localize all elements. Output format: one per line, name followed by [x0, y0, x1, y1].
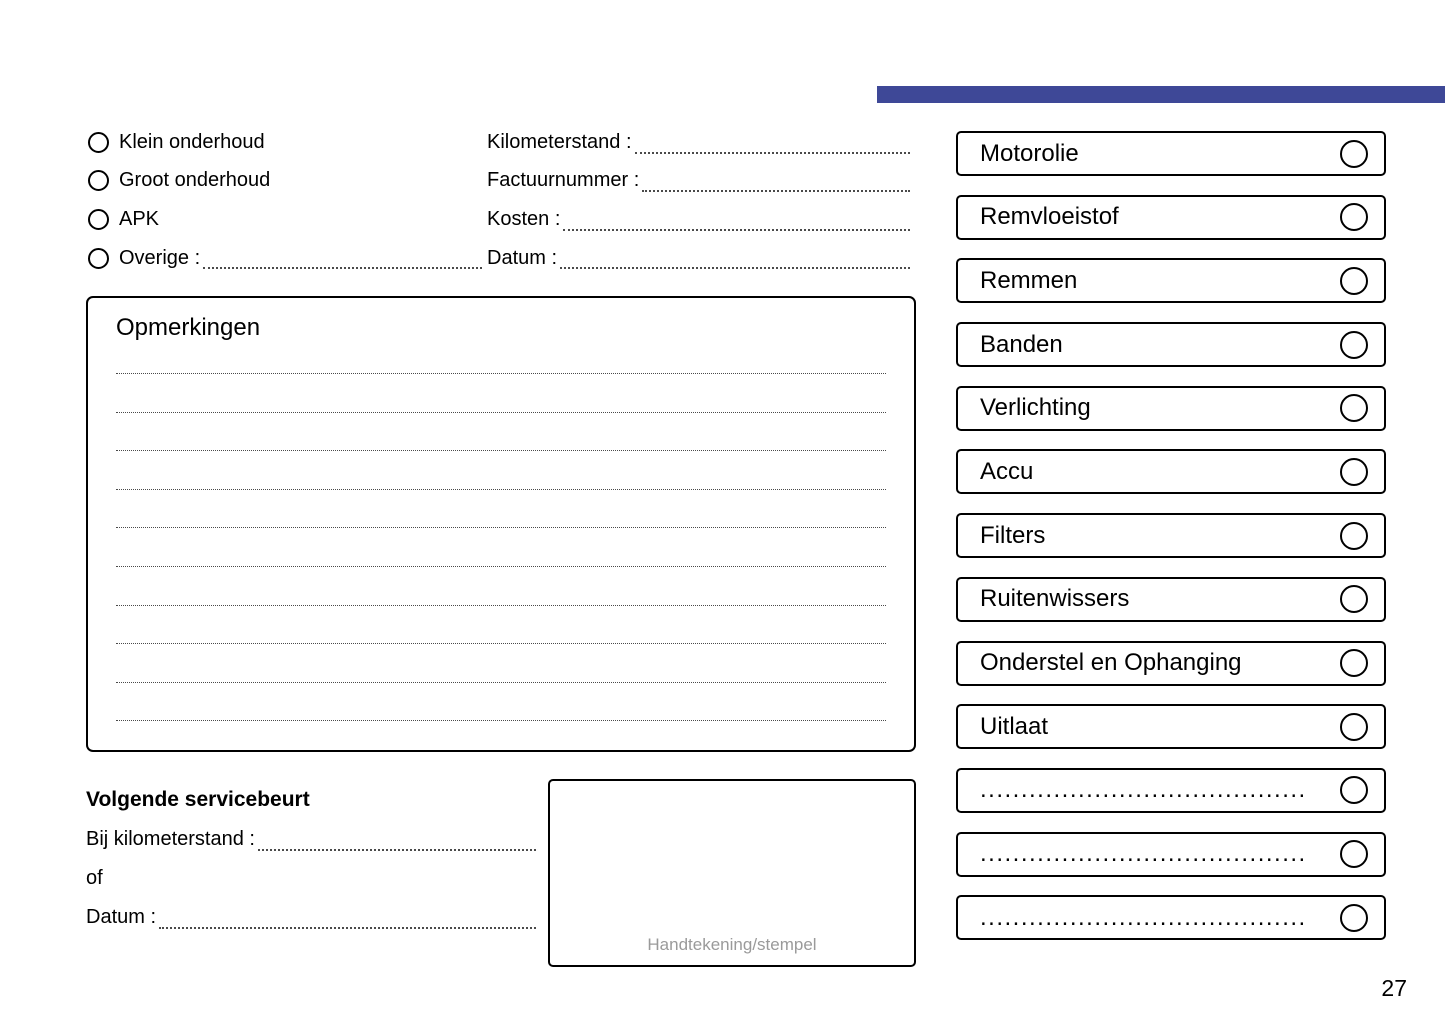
check-circle[interactable]	[1340, 522, 1368, 550]
next-service-title: Volgende servicebeurt	[86, 788, 310, 811]
field-label: Bij kilometerstand :	[86, 828, 255, 850]
checklist-row	[956, 386, 1386, 431]
remarks-line[interactable]	[116, 644, 886, 683]
checklist-label: Uitlaat	[980, 712, 1049, 740]
field-fill-line[interactable]	[258, 849, 536, 851]
service-type-option	[88, 162, 482, 201]
checklist-label: Filters	[980, 521, 1046, 549]
radio-circle[interactable]	[88, 132, 109, 153]
check-circle[interactable]	[1340, 713, 1368, 741]
field-fill-line[interactable]	[642, 190, 910, 192]
checklist-label: Remmen	[980, 266, 1078, 294]
checklist-row	[956, 641, 1386, 686]
checklist-row	[956, 704, 1386, 749]
checklist-label: Accu	[980, 457, 1034, 485]
service-type-option	[88, 123, 482, 162]
checklist-label: Verlichting	[980, 394, 1091, 422]
service-type-option	[88, 200, 482, 239]
remarks-line[interactable]	[116, 451, 886, 490]
service-type-label: APK	[119, 207, 160, 230]
checklist-blank-row	[956, 895, 1386, 940]
checklist-row	[956, 195, 1386, 240]
check-circle[interactable]	[1340, 394, 1368, 422]
field-row	[86, 898, 536, 937]
check-circle[interactable]	[1340, 585, 1368, 613]
field-label: Kosten :	[487, 207, 561, 230]
remarks-line[interactable]	[116, 567, 886, 606]
field-fill-line[interactable]	[159, 927, 536, 929]
check-circle[interactable]	[1340, 267, 1368, 295]
overige-fill-line[interactable]	[203, 267, 482, 269]
or-label: of	[86, 867, 103, 889]
service-type-label: Klein onderhoud	[119, 130, 265, 153]
check-circle[interactable]	[1340, 904, 1368, 932]
checklist	[956, 131, 1386, 959]
signature-box[interactable]	[548, 779, 916, 967]
field-fill-line[interactable]	[563, 229, 910, 231]
check-circle[interactable]	[1340, 458, 1368, 486]
check-circle[interactable]	[1340, 140, 1368, 168]
checklist-blank-fill[interactable]: ........................................	[980, 840, 1307, 868]
remarks-line[interactable]	[116, 413, 886, 452]
service-type-options	[88, 123, 482, 277]
check-circle[interactable]	[1340, 203, 1368, 231]
checklist-row	[956, 322, 1386, 367]
field-fill-line[interactable]	[635, 152, 910, 154]
accent-bar	[877, 86, 1445, 103]
remarks-line[interactable]	[116, 344, 886, 374]
radio-circle[interactable]	[88, 248, 109, 269]
field-row	[86, 859, 536, 898]
remarks-title: Opmerkingen	[116, 314, 261, 341]
remarks-line[interactable]	[116, 490, 886, 529]
service-type-label: Groot onderhoud	[119, 169, 271, 192]
field-label: Kilometerstand :	[487, 130, 632, 153]
remarks-line[interactable]	[116, 528, 886, 567]
remarks-line[interactable]	[116, 374, 886, 413]
next-service-block	[86, 780, 536, 937]
checklist-label: Motorolie	[980, 139, 1079, 167]
field-label: Datum :	[487, 246, 558, 269]
field-row	[487, 239, 910, 278]
checklist-row	[956, 258, 1386, 303]
field-fill-line[interactable]	[560, 267, 910, 269]
field-row	[86, 820, 536, 859]
checklist-blank-row	[956, 832, 1386, 877]
remarks-line[interactable]	[116, 606, 886, 645]
page-number: 27	[1381, 975, 1407, 1001]
checklist-row	[956, 577, 1386, 622]
checklist-row	[956, 131, 1386, 176]
radio-circle[interactable]	[88, 209, 109, 230]
field-label: Factuurnummer :	[487, 169, 640, 192]
signature-label: Handtekening/stempel	[647, 935, 817, 954]
remarks-box	[86, 296, 916, 752]
checklist-label: Ruitenwissers	[980, 585, 1130, 613]
radio-circle[interactable]	[88, 170, 109, 191]
checklist-blank-row	[956, 768, 1386, 813]
check-circle[interactable]	[1340, 649, 1368, 677]
checklist-blank-fill[interactable]: ........................................	[980, 903, 1307, 931]
invoice-fields	[487, 123, 910, 277]
field-row	[487, 162, 910, 201]
checklist-row	[956, 513, 1386, 558]
field-label: Datum :	[86, 906, 157, 928]
field-row	[487, 200, 910, 239]
field-row	[487, 123, 910, 162]
service-type-label: Overige :	[119, 246, 201, 269]
check-circle[interactable]	[1340, 331, 1368, 359]
remarks-line[interactable]	[116, 683, 886, 722]
checklist-label: Banden	[980, 330, 1063, 358]
service-type-option	[88, 239, 482, 278]
checklist-blank-fill[interactable]: ........................................	[980, 776, 1307, 804]
checklist-label: Onderstel en Ophanging	[980, 649, 1242, 676]
check-circle[interactable]	[1340, 776, 1368, 804]
check-circle[interactable]	[1340, 840, 1368, 868]
checklist-label: Remvloeistof	[980, 203, 1119, 231]
checklist-row	[956, 449, 1386, 494]
